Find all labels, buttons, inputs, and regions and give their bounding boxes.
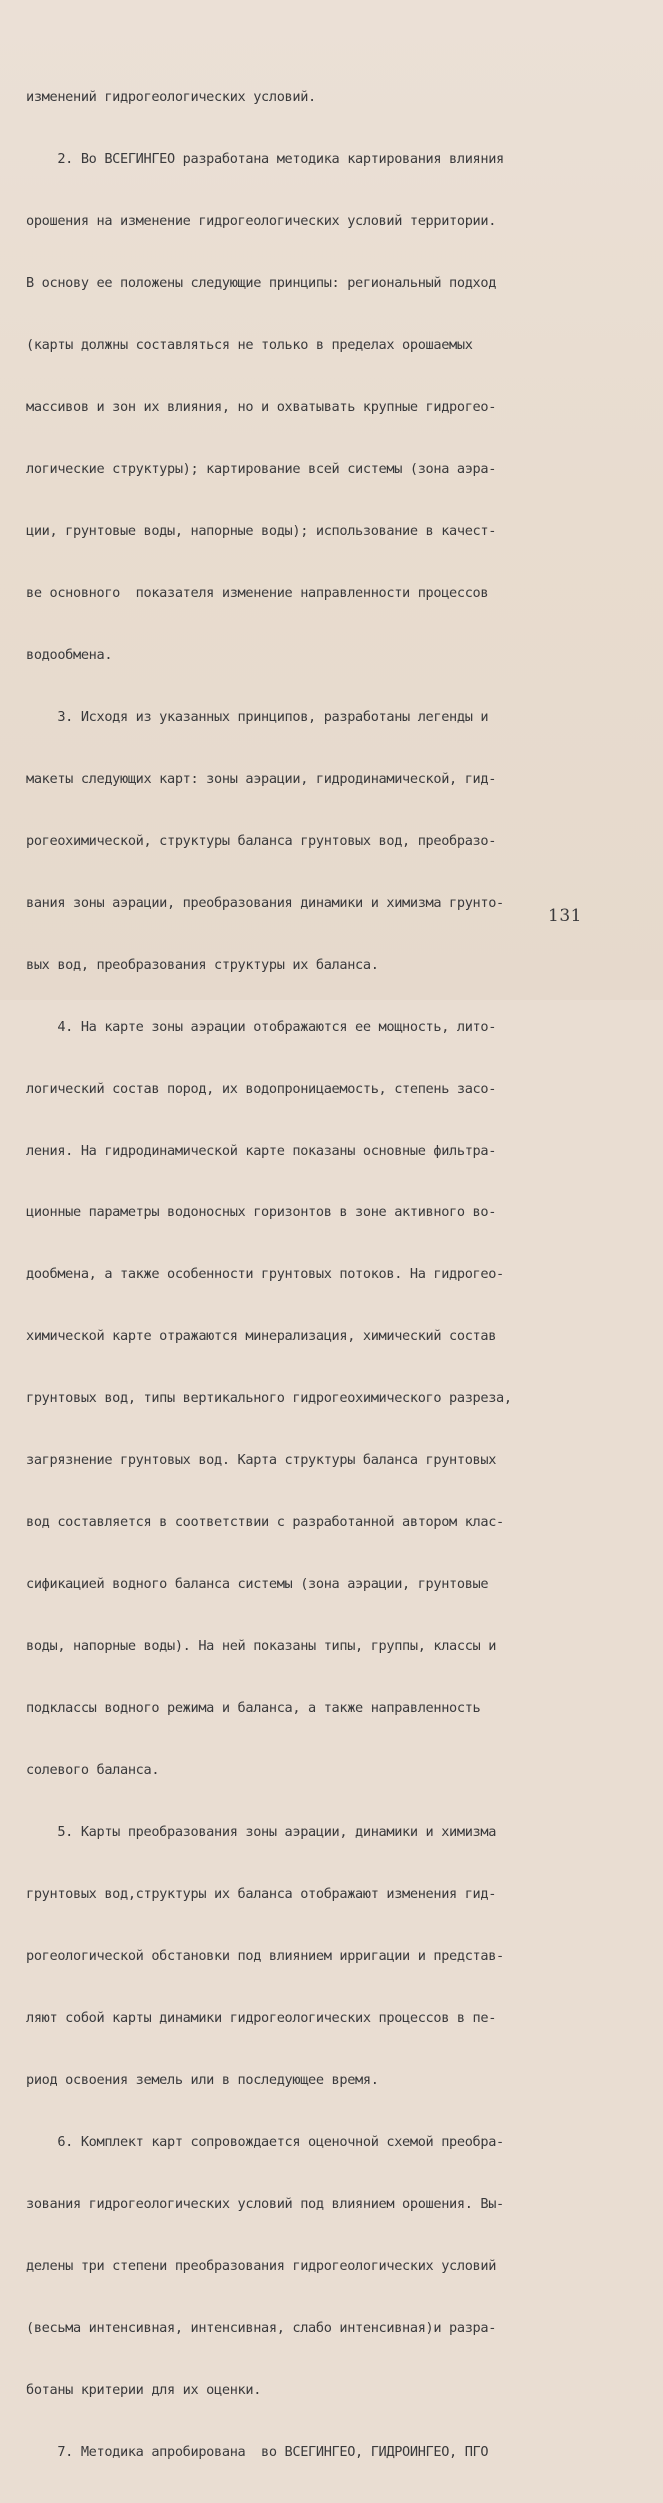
text-line: логический состав пород, их водопроницаемость, степень засо-: [26, 1080, 497, 1097]
text-line: массивов и зон их влияния, но и охватывать крупные гидрогео-: [26, 399, 497, 416]
text-line: ления. На гидродинамической карте показаны основные фильтра-: [26, 1142, 497, 1159]
text-line: ционные параметры водоносных горизонтов в зоне активного во-: [26, 1204, 497, 1221]
text-line: 5. Карты преобразования зоны аэрации, динамики и химизма: [26, 1824, 497, 1840]
text-line: загрязнение грунтовых вод. Карта структуры баланса грунтовых: [26, 1452, 497, 1469]
text-line: вод составляется в соответствии с разработанной автором клас-: [26, 1514, 504, 1531]
text-line: 6. Комплект карт сопровождается оценочной схемой преобра-: [26, 2133, 504, 2150]
text-line: химической карте отражаются минерализация, химический состав: [26, 1328, 497, 1345]
text-line: ции, грунтовые воды, напорные воды); использование в качест-: [26, 522, 497, 539]
text-line: зования гидрогеологических условий под влиянием орошения. Вы-: [26, 2195, 504, 2212]
text-line: орошения на изменение гидрогеологических условий территории.: [26, 213, 497, 230]
text-line: изменений гидрогеологических условий.: [26, 89, 316, 106]
text-line: солевого баланса.: [26, 1762, 160, 1779]
text-line: сификацией водного баланса системы (зона аэрации, грунтовые: [26, 1576, 489, 1593]
text-line: логические структуры); картирование всей системы (зона аэра-: [26, 461, 497, 478]
text-line: 4. На карте зоны аэрации отображаются ее мощность, лито-: [26, 1018, 497, 1035]
text-line: грунтовых вод,структуры их баланса отображают изменения гид-: [26, 1885, 497, 1902]
page-number: 131: [548, 906, 582, 926]
text-line: дообмена, а также особенности грунтовых потоков. На гидрогео-: [26, 1266, 504, 1283]
text-line: рогеологической обстановки под влиянием ирригации и представ-: [26, 1947, 504, 1964]
text-line: вых вод, преобразования структуры их баланса.: [26, 956, 379, 973]
text-line: воды, напорные воды). На ней показаны типы, группы, классы и: [26, 1638, 497, 1655]
text-line: (карты должны составляться не только в пределах орошаемых: [26, 337, 473, 354]
text-line: подклассы водного режима и баланса, а также направленность: [26, 1700, 481, 1717]
text-line: 3. Исходя из указанных принципов, разработаны легенды и: [26, 708, 489, 725]
text-line: ве основного показателя изменение направленности процессов: [26, 584, 489, 601]
text-line: водообмена.: [26, 646, 113, 663]
text-line: ляют собой карты динамики гидрогеологических процессов в пе-: [26, 2009, 497, 2026]
text-line: риод освоения земель или в последующее время.: [26, 2071, 379, 2088]
text-line: рогеохимической, структуры баланса грунтовых вод, преобразо-: [26, 832, 497, 849]
text-line: макеты следующих карт: зоны аэрации, гидродинамической, гид-: [26, 770, 497, 787]
text-line: (весьма интенсивная, интенсивная, слабо интенсивная)и разра-: [26, 2319, 497, 2336]
text-line: ботаны критерии для их оценки.: [26, 2381, 262, 2398]
text-line: грунтовых вод, типы вертикального гидрогеохимического разреза,: [26, 1390, 512, 1407]
text-line: 2. Во ВСЕГИНГЕО разработана методика картирования влияния: [26, 151, 504, 168]
text-line: вания зоны аэрации, преобразования динамики и химизма грунто-: [26, 894, 504, 911]
document-body: [26, 46, 646, 2503]
text-line: В основу ее положены следующие принципы: региональный подход: [26, 275, 497, 292]
text-line: 7. Методика апробирована во ВСЕГИНГЕО, ГИДРОИНГЕО, ПГО: [26, 2443, 489, 2460]
text-line: делены три степени преобразования гидрогеологических условий: [26, 2257, 497, 2274]
